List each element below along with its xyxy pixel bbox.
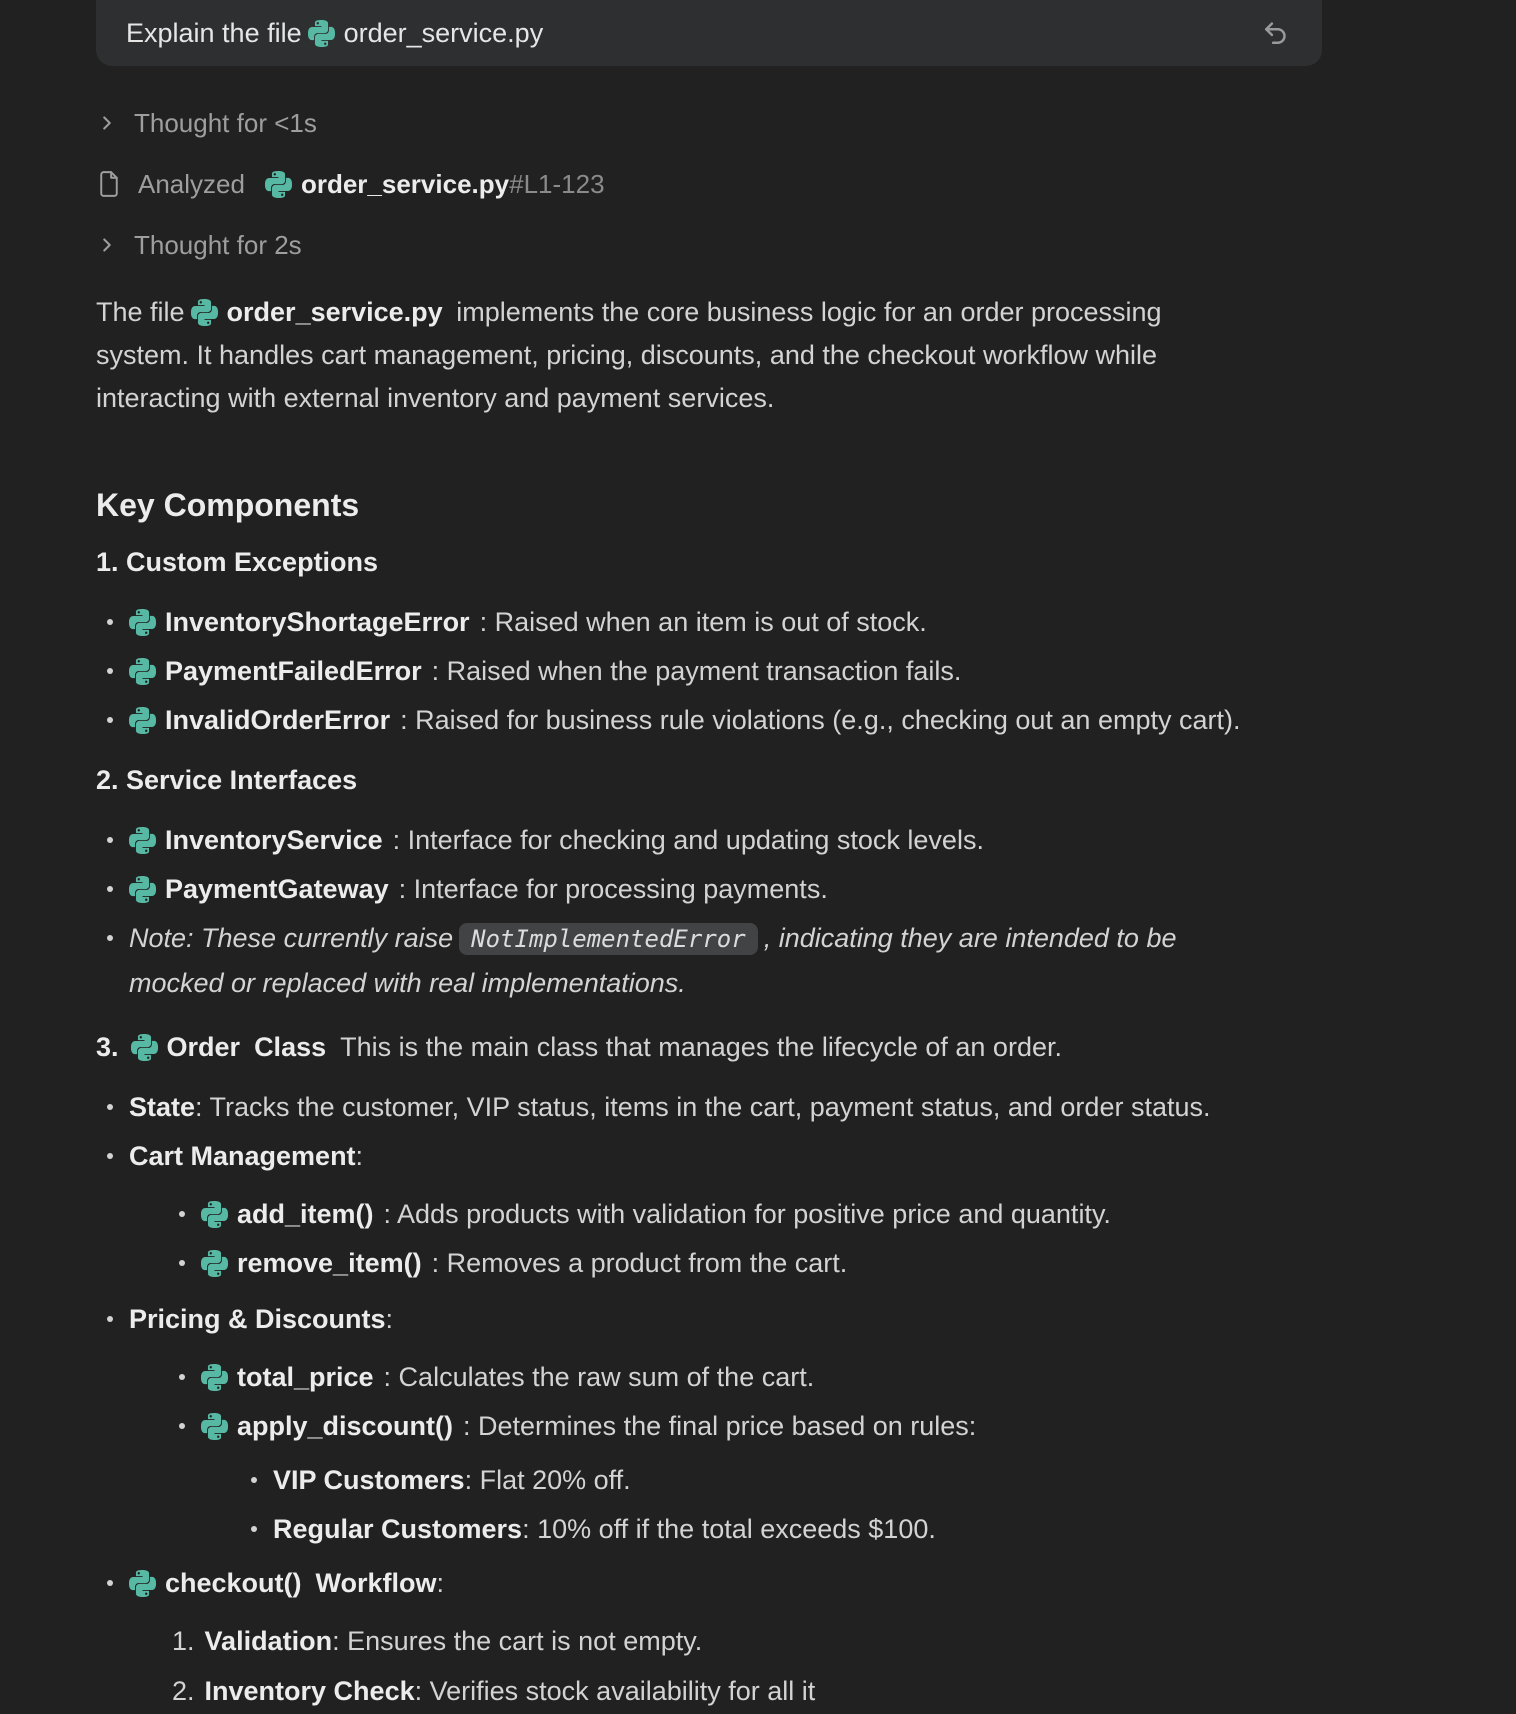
python-icon — [201, 1413, 228, 1440]
order-class-line — [96, 1025, 1420, 1069]
item-label: Validation — [204, 1626, 333, 1656]
code-name: InventoryService — [165, 825, 383, 855]
python-icon — [129, 658, 156, 685]
list-item — [168, 1355, 1420, 1399]
item-desc: : Interface for checking and updating stock levels. — [392, 825, 984, 855]
thought-step-2[interactable] — [96, 230, 1420, 260]
analyzed-file-name: order_service.py — [300, 169, 510, 199]
analyzed-line-range: #L1-123 — [509, 169, 605, 199]
item-label: Inventory Check — [204, 1676, 415, 1706]
item-text: : Ensures the cart is not empty. — [332, 1626, 703, 1656]
inline-code: NotImplementedError — [459, 923, 758, 955]
item-text: : Verifies stock availability for all it — [414, 1676, 816, 1706]
thought-step-label: Thought for 2s — [134, 230, 302, 260]
python-icon — [201, 1250, 228, 1277]
list-item — [96, 867, 1420, 911]
item-text: : 10% off if the total exceeds $100. — [522, 1514, 936, 1544]
code-name: Order — [166, 1032, 241, 1062]
intro-pre: The file — [96, 297, 185, 327]
thought-step-1[interactable] — [96, 108, 1420, 138]
intro-post: implements the core business logic for an order processing system. It handles cart management, pricing, discounts, and the checkout workflow while interacting with external inventory and payment services. — [96, 297, 1162, 413]
item-label: Pricing & Discounts — [129, 1304, 386, 1334]
document-icon — [96, 170, 122, 198]
section-number: 3. — [96, 1032, 119, 1062]
list-item — [240, 1458, 1420, 1502]
item-label: State — [129, 1092, 196, 1122]
discount-rules-list — [240, 1458, 1420, 1551]
item-label: Cart Management — [129, 1141, 356, 1171]
list-item — [96, 698, 1420, 742]
checkout-list — [96, 1561, 1420, 1605]
pricing-sublist — [168, 1355, 1420, 1448]
heading-custom-exceptions: 1. Custom Exceptions — [96, 547, 379, 577]
cart-sublist — [168, 1192, 1420, 1285]
code-name: InvalidOrderError — [165, 705, 391, 735]
python-icon — [201, 1364, 228, 1391]
item-desc: : Calculates the raw sum of the cart. — [383, 1362, 815, 1392]
heading-key-components: Key Components — [96, 487, 360, 523]
list-item — [96, 818, 1420, 862]
code-name: checkout() — [165, 1568, 302, 1598]
file-chip-name: order_service.py — [226, 297, 443, 327]
item-desc: : Raised for business rule violations (e.g., checking out an empty cart). — [400, 705, 1241, 735]
list-item — [240, 1507, 1420, 1551]
workflow-list — [96, 1619, 1420, 1713]
python-icon — [308, 20, 335, 47]
code-name: apply_discount() — [237, 1411, 454, 1441]
item-desc: : Raised when the payment transaction fails. — [431, 656, 962, 686]
file-chip[interactable] — [308, 18, 544, 49]
user-message-bubble — [96, 0, 1322, 66]
exceptions-list — [96, 600, 1420, 742]
item-label: Regular Customers — [273, 1514, 523, 1544]
intro-paragraph — [96, 291, 1256, 420]
list-item — [168, 1404, 1420, 1448]
item-desc: : Interface for processing payments. — [398, 874, 828, 904]
undo-button[interactable] — [1258, 16, 1292, 50]
thought-step-label: Thought for <1s — [134, 108, 317, 138]
list-item — [172, 1669, 1420, 1713]
order-state-list — [96, 1085, 1420, 1178]
list-item — [96, 649, 1420, 693]
note-post: , indicating they are intended to be mocked or replaced with real implementations. — [129, 923, 1177, 998]
code-name: total_price — [237, 1362, 374, 1392]
list-item — [168, 1192, 1420, 1236]
code-name: remove_item() — [237, 1248, 422, 1278]
list-item — [96, 1561, 1420, 1605]
item-desc: : Adds products with validation for positive price and quantity. — [383, 1199, 1111, 1229]
python-icon — [191, 299, 218, 326]
code-name: add_item() — [237, 1199, 374, 1229]
item-text: : — [355, 1141, 364, 1171]
list-item — [96, 1297, 1420, 1341]
list-item — [168, 1241, 1420, 1285]
chevron-right-icon — [96, 112, 118, 134]
item-label: Workflow — [315, 1568, 437, 1598]
chevron-right-icon — [96, 234, 118, 256]
item-number: 2. — [172, 1676, 195, 1706]
python-icon — [129, 609, 156, 636]
analyzed-step[interactable] — [96, 169, 1420, 199]
code-name: PaymentGateway — [165, 874, 389, 904]
file-chip-name: order_service.py — [343, 17, 544, 48]
list-item — [172, 1619, 1420, 1663]
heading-service-interfaces: 2. Service Interfaces — [96, 765, 358, 795]
list-item — [96, 1085, 1420, 1129]
item-desc: : Removes a product from the cart. — [431, 1248, 848, 1278]
code-name: PaymentFailedError — [165, 656, 422, 686]
undo-icon — [1260, 18, 1290, 48]
interfaces-list — [96, 818, 1420, 1005]
note-pre: Note: These currently raise — [129, 923, 454, 953]
item-label: VIP Customers — [273, 1465, 465, 1495]
item-number: 1. — [172, 1626, 195, 1656]
python-icon — [129, 876, 156, 903]
item-text: : Tracks the customer, VIP status, items in the cart, payment status, and order status. — [195, 1092, 1211, 1122]
analyzed-label: Analyzed — [138, 169, 245, 199]
python-icon — [129, 707, 156, 734]
order-class-rest: This is the main class that manages the lifecycle of an order. — [340, 1032, 1062, 1062]
item-text: : — [385, 1304, 394, 1334]
item-desc: : Raised when an item is out of stock. — [479, 607, 927, 637]
item-text: : — [436, 1568, 445, 1598]
note-item — [96, 916, 1186, 1005]
item-desc: : Determines the final price based on rules: — [463, 1411, 977, 1441]
pricing-list — [96, 1297, 1420, 1341]
file-chip[interactable] — [191, 297, 443, 327]
code-name: InventoryShortageError — [165, 607, 470, 637]
list-item — [96, 1134, 1420, 1178]
python-icon — [201, 1201, 228, 1228]
python-icon — [131, 1034, 158, 1061]
python-icon — [265, 171, 292, 198]
analyzed-file-chip[interactable] — [265, 169, 605, 199]
list-item — [96, 600, 1420, 644]
order-class-word: Class — [254, 1032, 327, 1062]
user-message-text: Explain the file — [126, 17, 302, 48]
item-text: : Flat 20% off. — [464, 1465, 631, 1495]
python-icon — [129, 1570, 156, 1597]
python-icon — [129, 827, 156, 854]
